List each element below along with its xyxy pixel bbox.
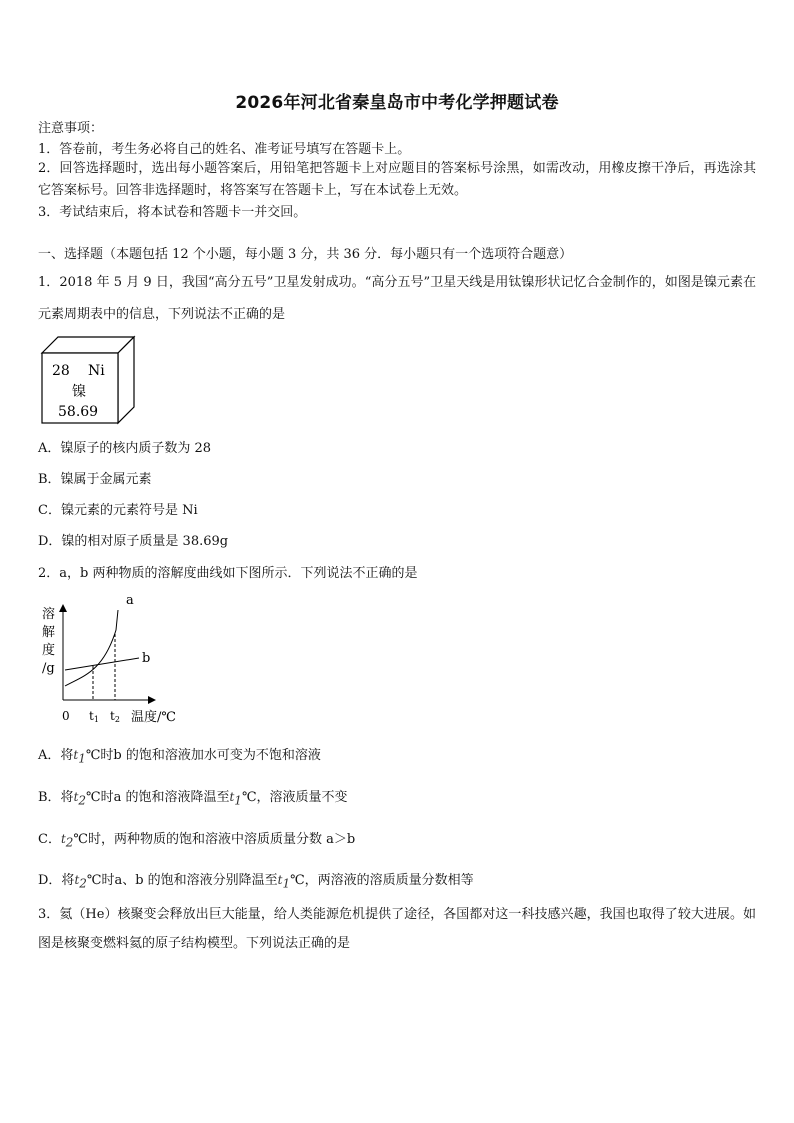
notice-item-1: 1．答卷前，考生务必将自己的姓名、准考证号填写在答题卡上。 xyxy=(38,142,411,157)
q1-option-b: B．镍属于金属元素 xyxy=(38,472,152,487)
q1-option-c: C．镍元素的元素符号是 Ni xyxy=(38,503,198,518)
section-heading: 一、选择题（本题包括 12 个小题，每小题 3 分，共 36 分．每小题只有一个选项符合题意） xyxy=(38,247,573,262)
q2-option-b: B．将$t_2℃$时a 的饱和溶液降温至$t_1℃$，溶液质量不变 xyxy=(38,790,348,808)
curve-b-label: b xyxy=(142,651,151,666)
y-label-2: 解 xyxy=(42,625,56,640)
notice-item-3: 3．考试结束后，将本试卷和答题卡一并交回。 xyxy=(38,205,307,220)
q1-option-a: A．镍原子的核内质子数为 28 xyxy=(38,441,212,456)
y-label-3: 度 xyxy=(42,643,56,658)
element-symbol: Ni xyxy=(88,363,105,379)
q2-option-c: C．$t_2℃$时，两种物质的饱和溶液中溶质质量分数 a＞b xyxy=(38,832,356,850)
q1-stem: 1．2018 年 5 月 9 日，我国“高分五号”卫星发射成功。“高分五号”卫星天线是用钛镍形状记忆合金制作的，如图是镍元素在元素周期表中的信息，下列说法不正确的是 xyxy=(38,275,756,322)
t1-sub: 1 xyxy=(93,715,99,724)
svg-text:t1 xyxy=(89,709,99,724)
t1-label: t xyxy=(89,709,94,723)
notice-item-2: 2．回答选择题时，选出每小题答案后，用铅笔把答题卡上对应题目的答案标号涂黑，如需改动，用橡皮擦干净后，再选涂其它答案标号。回答非选择题时，将答案写在答题卡上，写在本试卷上无效。 xyxy=(38,161,756,198)
q2-stem: 2．a，b 两种物质的溶解度曲线如下图所示．下列说法不正确的是 xyxy=(38,566,418,581)
curve-a xyxy=(65,610,118,686)
t2-sub: 2 xyxy=(114,715,120,724)
notice-heading: 注意事项： xyxy=(38,121,104,136)
temp-t: t xyxy=(73,748,79,762)
nickel-element-cube xyxy=(38,333,138,425)
y-label-1: 溶 xyxy=(42,607,56,622)
element-atomic-number: 28 xyxy=(52,363,70,379)
q1-option-d: D．镍的相对原子质量是 38.69g xyxy=(38,534,229,549)
curve-a-label: a xyxy=(126,593,134,608)
solubility-graph xyxy=(38,590,188,725)
exam-title: 2026年河北省秦皇岛市中考化学押题试卷 xyxy=(235,93,559,113)
svg-text:t2 xyxy=(110,709,120,724)
origin-label: 0 xyxy=(62,709,70,723)
q2-option-a: A．将$t_1℃$时b 的饱和溶液加水可变为不饱和溶液 xyxy=(38,748,321,766)
element-name: 镍 xyxy=(72,384,86,400)
t2-label: t xyxy=(110,709,115,723)
y-label-4: /g xyxy=(42,661,55,676)
q3-stem: 3．氦（He）核聚变会释放出巨大能量，给人类能源危机提供了途径，各国都对这一科技感兴趣，我国也取得了较大进展。如图是核聚变燃料氦的原子结构模型。下列说法正确的是 xyxy=(38,907,756,951)
element-mass: 58.69 xyxy=(58,404,99,420)
x-label: 温度/℃ xyxy=(131,710,176,725)
q2-option-d: D．将$t_2℃$时a、b 的饱和溶液分别降温至$t_1℃$，两溶液的溶质质量分数相等 xyxy=(38,873,474,891)
